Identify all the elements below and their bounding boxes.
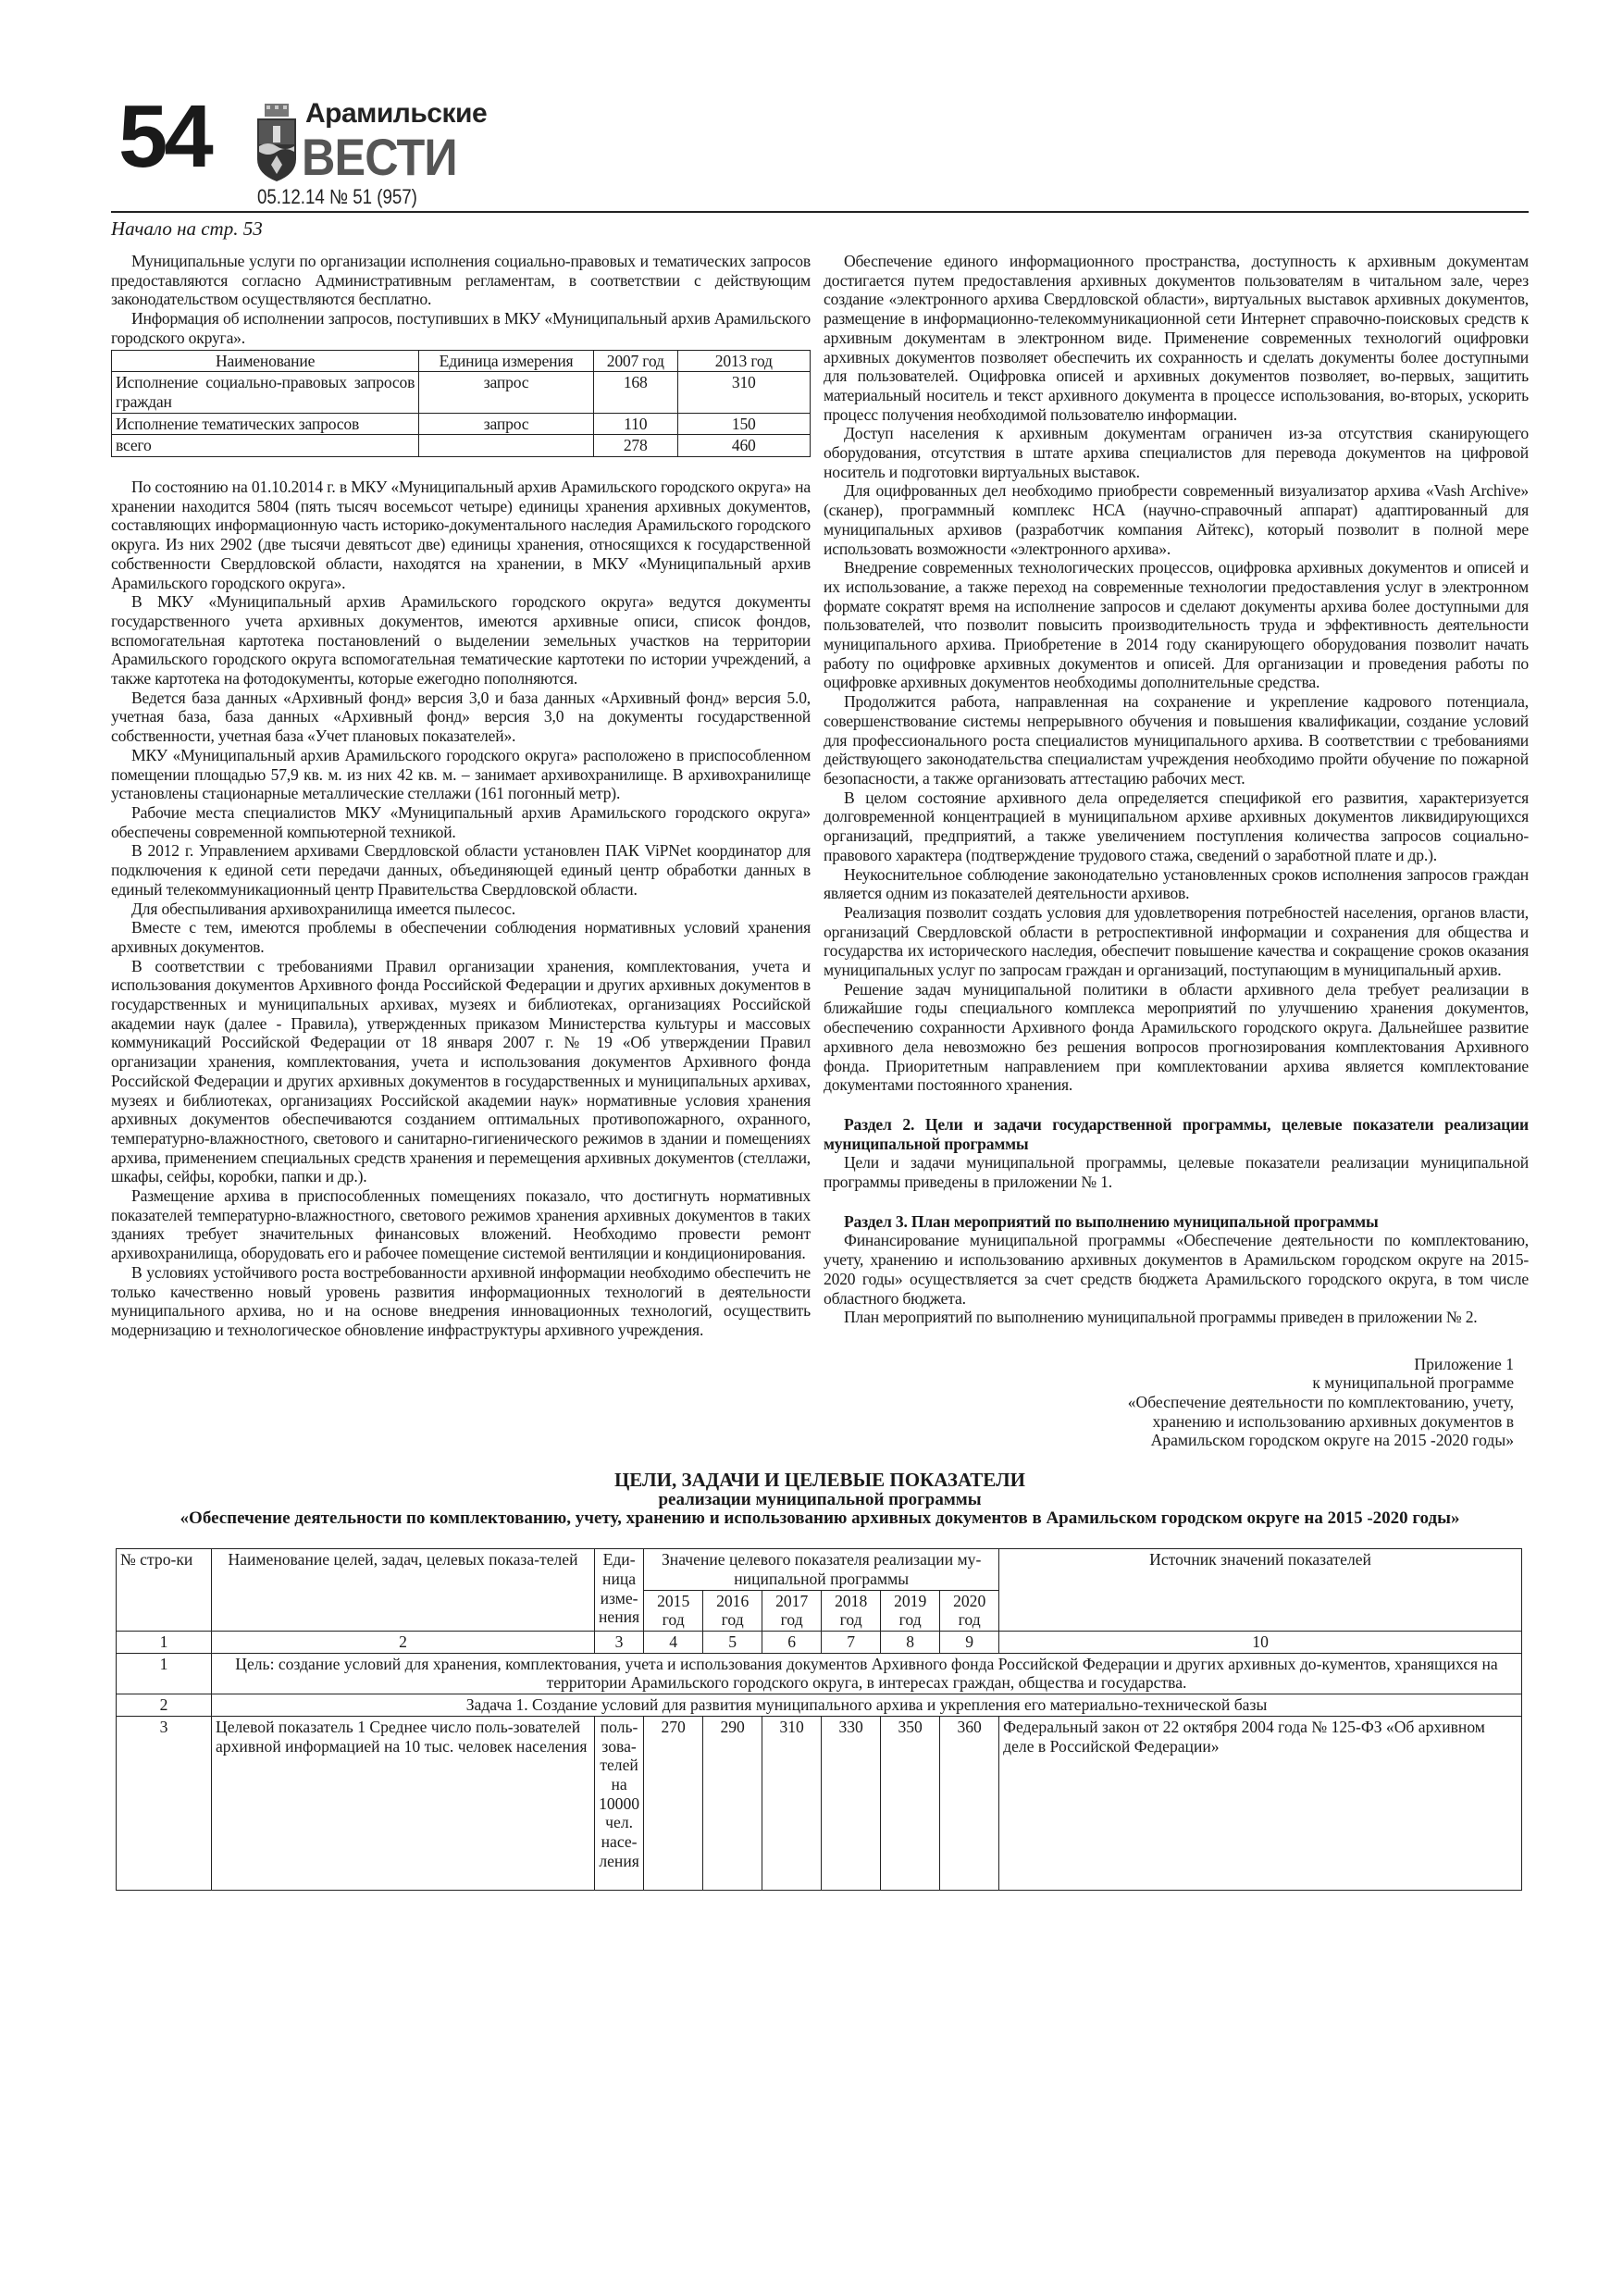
appendix-line: Арамильском городском округе на 2015 -2020 годы» [1150, 1431, 1514, 1450]
column-header-source: Источник значений показателей [999, 1549, 1522, 1632]
cell: 1 [117, 1653, 212, 1694]
cell: 9 [940, 1632, 999, 1654]
continued-note: Начало на стр. 53 [111, 217, 263, 240]
cell: 168 [593, 372, 677, 413]
appendix-line: к муниципальной программе [1312, 1373, 1514, 1393]
cell: 278 [593, 435, 677, 457]
cell: 150 [677, 413, 810, 435]
paragraph: Обеспечение единого информационного пространства, доступность к архивным документам достигается путем предоставления архивных документов пользователям в читальном зале, через создание «электронного архива Свердловской области», виртуальных выставок архивных документов, размещение в информационно-телекоммуникационной сети Интернет справочно-поисковых средств к архивным документам в электронном виде. Применение современных технологий оцифровки архивных документов позволяет обеспечить их сохранность и сделать документы более доступными для пользователей. Оцифровка описей и архивных документов позволяет, во-первых, защитить материальный носитель и текст архивного документа в процессе использования, во-вторых, ускорить процесс получения необходимой пользователю информации. [824, 252, 1529, 424]
paragraph: Вместе с тем, имеются проблемы в обеспечении соблюдения нормативных условий хранения архивных документов. [111, 918, 811, 956]
cell: 3 [595, 1632, 644, 1654]
cell: Целевой показатель 1 Среднее число поль-зователей архивной информацией на 10 тыс. человек населения [212, 1716, 595, 1890]
column-header-values: Значение целевого показателя реализации му-ниципальной программы [644, 1549, 999, 1590]
cell: 110 [593, 413, 677, 435]
goals-table [116, 1548, 1522, 1891]
paragraph: Неукоснительное соблюдение законодательно установленных сроков исполнения запросов граждан является одним из показателей деятельности архивов. [824, 864, 1529, 903]
program-name: «Обеспечение деятельности по комплектованию, учету, хранению и использованию архивных документов в Арамильском городском округе на 2015 -2020 годы» [180, 1508, 1460, 1529]
requests-table [111, 350, 811, 458]
cell: Федеральный закон от 22 октября 2004 года № 125-ФЗ «Об архивном деле в Российской Федерации» [999, 1716, 1522, 1890]
cell: Цель: создание условий для хранения, комплектования, учета и использования документов Архивного фонда Российской Федерации и других архивных до-кументов, хранящихся на территории Арамильского городского округа, в интересах граждан, общества и государства. [212, 1653, 1522, 1694]
table-header-row [112, 350, 811, 372]
table-row [112, 413, 811, 435]
article-columns [111, 252, 1529, 1340]
paragraph: В 2012 г. Управлением архивами Свердловской области установлен ПАК ViPNet координатор для подключения к единой сети передачи данных, объединяющей единый центр обработки данных в единый телекоммуникационный центр Правительства Свердловской области. [111, 841, 811, 899]
cell: Исполнение тематических запросов [112, 413, 419, 435]
paragraph: Реализация позволит создать условия для удовлетворения потребностей населения, органов власти, организаций Свердловской области в ретроспективной информации и сохранения для общества и государства их исторического наследия, обеспечит повышение качества и сокращение сроков оказания муниципальных услуг по запросам граждан и организаций, поступающим в муниципальный архив. [824, 902, 1529, 980]
appendix-title-block [111, 1469, 1529, 1528]
cell: запрос [419, 372, 594, 413]
paragraph: В МКУ «Муниципальный архив Арамильского городского округа» ведутся документы государственного учета архивных документов, имеются архивные описи, список фондов, вспомогательная картотека постановлений о выделении земельных участков на территории Арамильского городского округа вспомогательная тематические картотеки по истории учреждений, а также картотека на фотодокументы, которые ежегодно пополняются. [111, 592, 811, 689]
table-header-row [117, 1549, 1522, 1590]
cell: 350 [881, 1716, 940, 1890]
coat-of-arms-icon [255, 104, 298, 181]
column-number-row [117, 1632, 1522, 1654]
paragraph: Размещение архива в приспособленных помещениях показало, что достигнуть нормативных показателей температурно-влажностного, светового режимов хранения архивных документов в таких зданиях требует значительных финансовых вложений. Необходимо провести ремонт архивохранилища, оборудовать его и рабочее помещение системой вентиляции и кондиционирования. [111, 1186, 811, 1263]
cell [419, 435, 594, 457]
paragraph: План мероприятий по выполнению муниципальной программы приведен в приложении № 2. [844, 1308, 1478, 1327]
paragraph: Рабочие места специалистов МКУ «Муниципальный архив Арамильского городского округа» обеспечены современной компьютерной техникой. [111, 802, 811, 841]
paragraph: Муниципальные услуги по организации исполнения социально-правовых и тематических запросов предоставляются согласно Административным регламентам, в соответствии с действующим законодательством осуществляются бесплатно. [111, 252, 811, 309]
table-row [112, 372, 811, 413]
table-row-task [117, 1694, 1522, 1717]
appendix-line: хранению и использованию архивных документов в [1152, 1411, 1514, 1431]
appendix-title: ЦЕЛИ, ЗАДАЧИ И ЦЕЛЕВЫЕ ПОКАЗАТЕЛИ [613, 1469, 1026, 1492]
appendix-line: Приложение 1 [1414, 1354, 1514, 1373]
cell: 1 [117, 1632, 212, 1654]
table-row-goal [117, 1653, 1522, 1694]
cell: 4 [644, 1632, 703, 1654]
cell: 310 [677, 372, 810, 413]
appendix-reference [111, 1355, 1529, 1451]
paragraph: Финансирование муниципальной программы «Обеспечение деятельности по комплектованию, учету, хранению и использованию архивных документов в Арамильском городском округе на 2015-2020 годы» осуществляется за счет средств бюджета Арамильского городского округа, в том числе областного бюджета. [824, 1231, 1529, 1308]
paragraph: В соответствии с требованиями Правил организации хранения, комплектования, учета и использования документов Архивного фонда Российской Федерации и других архивных документов в государственных и муниципальных архивах, музеях и библиотеках, организациях Российской академии наук (далее - Правила), утвержденных приказом Министерства культуры и массовых коммуникаций Российской Федерации от 18 января 2007 г. № 19 «Об утверждении Правил организации хранения, комплектования, учета и использования документов Архивного фонда Российской Федерации и других архивных документов в государственных и муниципальных архивах, музеях и библиотеках, организациях Российской академии наук» нормативные условия хранения архивных документов обеспечиваются созданием оптимальных противопожарного, охранного, температурно-влажностного, светового и санитарно-гигиенического режимов в здании и помещениях архива, применением специальных средств хранения и перемещения архивных документов (стеллажи, шкафы, сейфы, коробки, папки и др.). [111, 956, 811, 1186]
right-column [824, 252, 1529, 1327]
cell: 270 [644, 1716, 703, 1890]
cell: Задача 1. Создание условий для развития муниципального архива и укрепления его материально-технической базы [212, 1694, 1522, 1717]
cell: 8 [881, 1632, 940, 1654]
cell: 10 [999, 1632, 1522, 1654]
paragraph: Внедрение современных технологических процессов, оцифровка архивных документов и описей и их использование, а также переход на современные технологии предоставления услуг в электронном формате сократят время на исполнение запросов и сделают документы архива более доступными для пользователей, что позволит повысить производительность труда и эффективность деятельности муниципального архива. Приобретение в 2014 году сканирующего оборудования позволит начать работу по оцифровке архивных документов и описей. Для организации и проведения работы по оцифровке архивных документов необходимы дополнительные средства. [824, 558, 1529, 692]
logo-top-text: Арамильские [305, 98, 488, 129]
column-header-year: 2020 год [940, 1590, 999, 1631]
column-header: Единица измерения [419, 350, 594, 372]
header-rule [111, 211, 1529, 213]
column-header-year: 2018 год [822, 1590, 881, 1631]
section-3-heading: Раздел 3. План мероприятий по выполнению муниципальной программы [844, 1211, 1379, 1231]
column-header: 2013 год [677, 350, 810, 372]
page-number: 54 [118, 87, 210, 186]
cell: 460 [677, 435, 810, 457]
paragraph: В целом состояние архивного дела определяется спецификой его развития, характеризуется долговременной концентрацией в муниципальном архиве архивных документов ликвидирующихся организаций, предприятий, а также увеличением поступления количества запросов социально-правового характера (подтверждение трудового стажа, сведений о заработной плате и др.). [824, 788, 1529, 864]
column-header-year: 2019 год [881, 1590, 940, 1631]
appendix-subtitle: реализации муниципальной программы [658, 1490, 982, 1510]
paragraph: В условиях устойчивого роста востребованности архивной информации необходимо обеспечить не только качественно новый уровень развития информационных технологий в деятельности муниципального архива, но и на основе внедрения инновационных технологий, осуществить модернизацию и технологическое обновление инфраструктуры архивного учреждения. [111, 1262, 811, 1339]
cell: всего [112, 435, 419, 457]
cell: поль-зова-телей на 10000 чел. насе-ления [595, 1716, 644, 1890]
cell: запрос [419, 413, 594, 435]
cell: 310 [762, 1716, 822, 1890]
cell: Исполнение социально-правовых запросов граждан [112, 372, 419, 413]
cell: 3 [117, 1716, 212, 1890]
page-body [111, 252, 1529, 1891]
column-header-year: 2016 год [703, 1590, 762, 1631]
logo-main-text: ВЕСТИ [302, 128, 457, 186]
cell: 7 [822, 1632, 881, 1654]
paragraph: По состоянию на 01.10.2014 г. в МКУ «Муниципальный архив Арамильского городского округа» на хранении находится 5804 (пять тысяч восемьсот четыре) единицы хранения архивных документов, составляющих информационную часть историко-документального наследия Арамильского городского округа. Из них 2902 (две тысячи девятьсот две) единицы хранения, относящихся к государственной собственности Свердловской области, находятся на хранении, в МКУ «Муниципальный архив Арамильского городского округа». [111, 478, 811, 592]
section-2-heading: Раздел 2. Цели и задачи государственной программы, целевые показатели реализации муниципальной программы [824, 1114, 1529, 1153]
paragraph: Для обеспыливания архивохранилища имеется пылесос. [131, 899, 515, 918]
cell: 2 [117, 1694, 212, 1717]
cell: 290 [703, 1716, 762, 1890]
column-header: Наименование [112, 350, 419, 372]
cell: 6 [762, 1632, 822, 1654]
cell: 5 [703, 1632, 762, 1654]
appendix-line: «Обеспечение деятельности по комплектованию, учету, [1127, 1393, 1514, 1412]
column-header-year: 2015 год [644, 1590, 703, 1631]
left-column [111, 252, 811, 1340]
table-row-indicator [117, 1716, 1522, 1890]
column-header-name: Наименование целей, задач, целевых показа-телей [212, 1549, 595, 1632]
paragraph: Ведется база данных «Архивный фонд» версия 3,0 и база данных «Архивный фонд» версия 5.0, учетная база, база данных «Архивный фонд» версия 3,0 на документы государственной собственности, учетная база «Учет плановых показателей». [111, 688, 811, 746]
table-row [112, 435, 811, 457]
paragraph: Для оцифрованных дел необходимо приобрести современный визуализатор архива «Vash Archive» (сканер), программный комплекс НСА (научно-справочный аппарат) адаптированный для муниципальных архивов (разработчик компания Айтекс), который позволит в полной мере использовать возможности «электронного архива». [824, 481, 1529, 558]
cell: 2 [212, 1632, 595, 1654]
cell: 360 [940, 1716, 999, 1890]
paragraph: Продолжится работа, направленная на сохранение и укрепление кадрового потенциала, совершенствование системы непрерывного обучения и повышения квалификации, создание условий для профессионального роста специалистов муниципального архива. В соответствии с требованиями действующего законодательства специалистам учреждения необходимо пройти обучение по пожарной безопасности, а также организовать аттестацию рабочих мест. [824, 692, 1529, 788]
cell: 330 [822, 1716, 881, 1890]
paragraph: Информация об исполнении запросов, поступивших в МКУ «Муниципальный архив Арамильского городского округа». [111, 309, 811, 347]
paragraph: Решение задач муниципальной политики в области архивного дела требует реализации в ближайшие годы специального комплекса мероприятий по улучшению хранения документов, обеспечению сохранности Архивного фонда Арамильского городского округа. Дальнейшее развитие архивного дела невозможно без решения вопросов прогнозирования комплектования Архивного фонда. Приоритетным направлением при комплектовании архива является комплектование документами постоянного хранения. [824, 979, 1529, 1095]
issue-info: 05.12.14 № 51 (957) [257, 185, 417, 208]
paragraph: МКУ «Муниципальный архив Арамильского городского округа» расположено в приспособленном помещении площадью 57,9 кв. м. из них 42 кв. м. – занимает архивохранилище. В архивохранилище установлены стационарные металлические стеллажи (161 погонный метр). [111, 745, 811, 803]
column-header-row-number: № стро-ки [117, 1549, 212, 1632]
column-header: 2007 год [593, 350, 677, 372]
column-header-year: 2017 год [762, 1590, 822, 1631]
paragraph: Доступ населения к архивным документам ограничен из-за отсутствия сканирующего оборудования, отсутствия в штате архива специалистов для перевода документов на цифровой носитель и подготовки виртуальных выставок. [824, 424, 1529, 481]
paragraph: Цели и задачи муниципальной программы, целевые показатели реализации муниципальной программы приведены в приложении № 1. [824, 1153, 1529, 1192]
column-header-unit: Еди-ница изме-нения [595, 1549, 644, 1632]
